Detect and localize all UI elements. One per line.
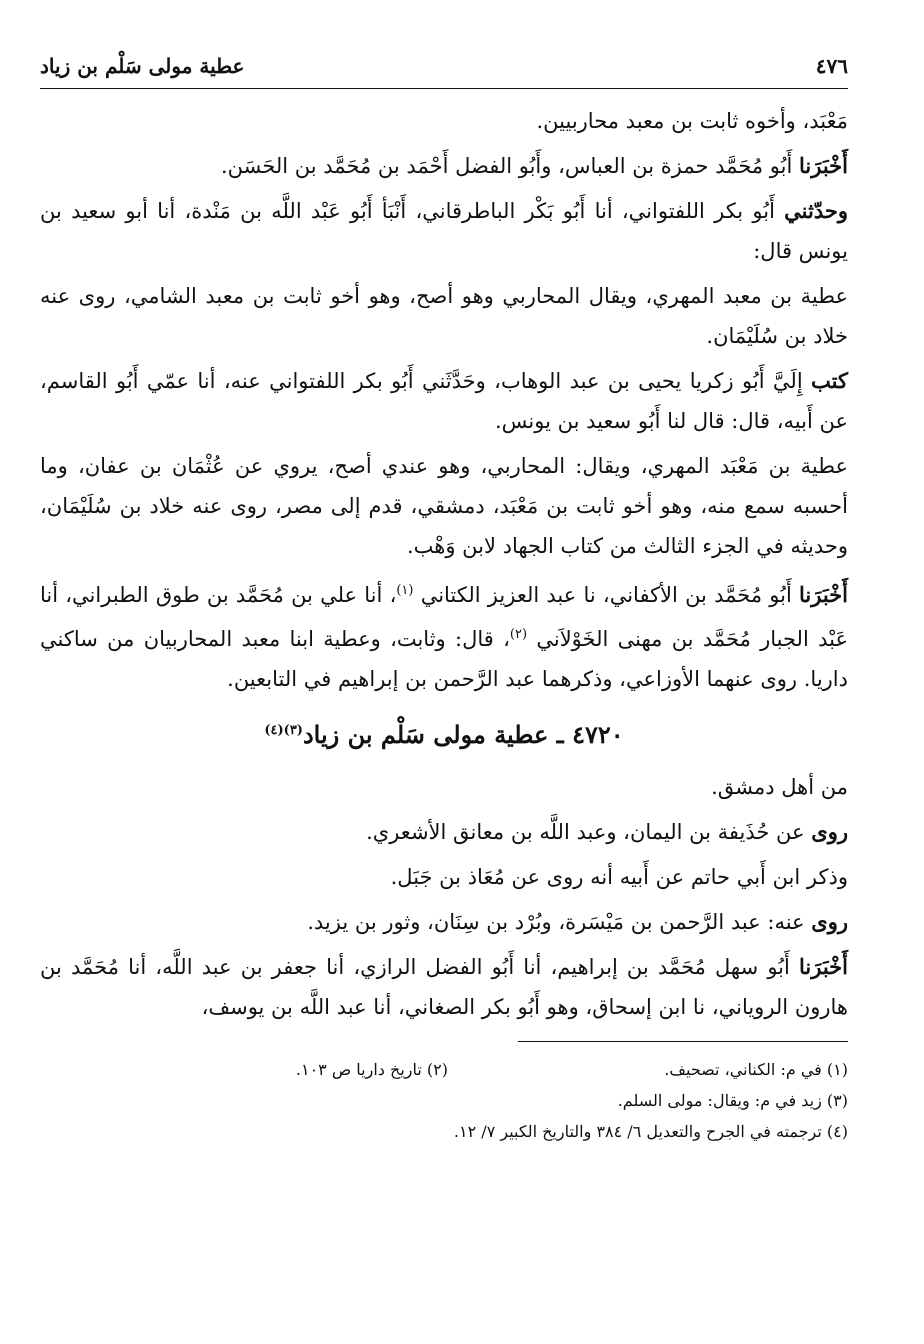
footnote: (٢) تاريخ داريا ص ١٠٣. <box>295 1060 448 1079</box>
paragraph-text: أَبُو مُحَمَّد حمزة بن العباس، وأَبُو الفضل أَحْمَد بن مُحَمَّد بن الحَسَن. <box>220 154 800 178</box>
footnote-ref: (٢) <box>509 627 528 642</box>
keyword: روى <box>811 819 848 844</box>
paragraph-text: إِلَيَّ أَبُو زكريا يحيى بن عبد الوهاب، وحَدَّثَني أَبُو بكر اللفتواني عنه، أنا عمّي أَبُو القاسم، عن أَبيه، قال: قال لنا أَبُو سعيد بن يونس. <box>40 369 848 433</box>
paragraph-text: وذكر ابن أَبي حاتم عن أَبيه أنه روى عن مُعَاذ بن جَبَل. <box>390 865 848 889</box>
paragraph-text: عطية بن مَعْبَد المهري، ويقال: المحاربي، وهو عندي أصح، يروي عن عُثْمَان بن عفان، وما أحسبه سمع منه، وهو أخو ثابت بن مَعْبَد، دمشقي، قدم إلى مصر، روى عنه خلاد بن سُلَيْمَان، وحديثه في الجزء الثالث من كتاب الجهاد لابن وَهْب. <box>40 454 849 558</box>
footnote-line <box>40 1054 848 1085</box>
footnote-ref: (٣)(٤) <box>264 723 303 738</box>
paragraph <box>40 902 848 942</box>
paragraph <box>40 767 848 807</box>
keyword: روى <box>811 909 848 934</box>
running-title: عطية مولى سَلْم بن زياد <box>40 54 245 78</box>
paragraph-text: عنه: عبد الرَّحمن بن مَيْسَرة، وبُرْد بن سِنَان، وثور بن يزيد. <box>307 910 812 934</box>
page-number: ٤٧٦ <box>815 54 848 78</box>
paragraph <box>40 361 848 441</box>
section-heading <box>40 711 848 755</box>
paragraph <box>40 101 848 141</box>
main-text <box>40 101 848 1027</box>
paragraph <box>40 812 848 852</box>
page-header <box>40 48 848 89</box>
paragraph <box>40 276 848 356</box>
paragraph <box>40 191 848 271</box>
heading-dash: ـ <box>548 720 564 749</box>
paragraph-text: ، قال: وثابت، وعطية ابنا معبد المحاربيان من ساكني داريا. روى عنهما الأوزاعي، وذكرهما عبد الرَّحمن بن إبراهيم في التابعين. <box>40 627 848 691</box>
paragraph <box>40 446 848 566</box>
keyword: أَخْبَرَنا <box>799 153 848 178</box>
keyword: وحدّثني <box>784 198 848 223</box>
paragraph-text: أَبُو سهل مُحَمَّد بن إبراهيم، أنا أَبُو الفضل الرازي، أنا جعفر بن عبد اللَّه، أنا مُحَمَّد بن هارون الروياني، نا ابن إسحاق، وهو أَبُو بكر الصغاني، أنا عبد اللَّه بن يوسف، <box>40 955 848 1019</box>
footnote-divider <box>518 1041 848 1042</box>
keyword: كتب <box>811 368 848 393</box>
paragraph-text: مَعْبَد، وأخوه ثابت بن معبد محاربيين. <box>536 109 848 133</box>
footnotes <box>40 1054 848 1147</box>
paragraph-text: ، أنا علي بن مُحَمَّد بن طوق الطبراني، أنا عَبْد الجبار مُحَمَّد بن مهنى الخَوْلاَني <box>40 583 848 651</box>
keyword: أَخْبَرَنا <box>799 582 848 607</box>
keyword: أَخْبَرَنا <box>799 954 848 979</box>
footnote-line <box>40 1116 848 1147</box>
paragraph-text: أَبُو مُحَمَّد بن الأكفاني، نا عبد العزيز الكتاني <box>420 583 799 607</box>
entry-number: ٤٧٢٠ <box>572 720 624 749</box>
footnote-line <box>40 1085 848 1116</box>
footnote: (١) في م: الكناني، تصحيف. <box>664 1060 848 1079</box>
paragraph <box>40 947 848 1027</box>
paragraph <box>40 571 848 699</box>
footnote-ref: (١) <box>396 583 414 598</box>
entry-title: عطية مولى سَلْم بن زياد <box>302 720 549 749</box>
paragraph-text: عطية بن معبد المهري، ويقال المحاربي وهو أصح، وهو أخو ثابت بن معبد الشامي، روى عنه خلاد بن سُلَيْمَان. <box>40 284 848 348</box>
paragraph-text: من أهل دمشق. <box>711 775 848 799</box>
paragraph <box>40 857 848 897</box>
footnote: (٤) ترجمته في الجرح والتعديل ٦/ ٣٨٤ والتاريخ الكبير ٧/ ١٢. <box>453 1122 848 1141</box>
paragraph-text: أَبُو بكر اللفتواني، أنا أَبُو بَكْر الباطرقاني، أَنْبَأ أَبُو عَبْد اللَّه بن مَنْدة، أنا أبو سعيد بن يونس قال: <box>40 199 848 263</box>
paragraph-text: عن حُذَيفة بن اليمان، وعبد اللَّه بن معانق الأشعري. <box>366 820 812 844</box>
paragraph <box>40 146 848 186</box>
footnote: (٣) زيد في م: ويقال: مولى السلم. <box>617 1091 848 1110</box>
